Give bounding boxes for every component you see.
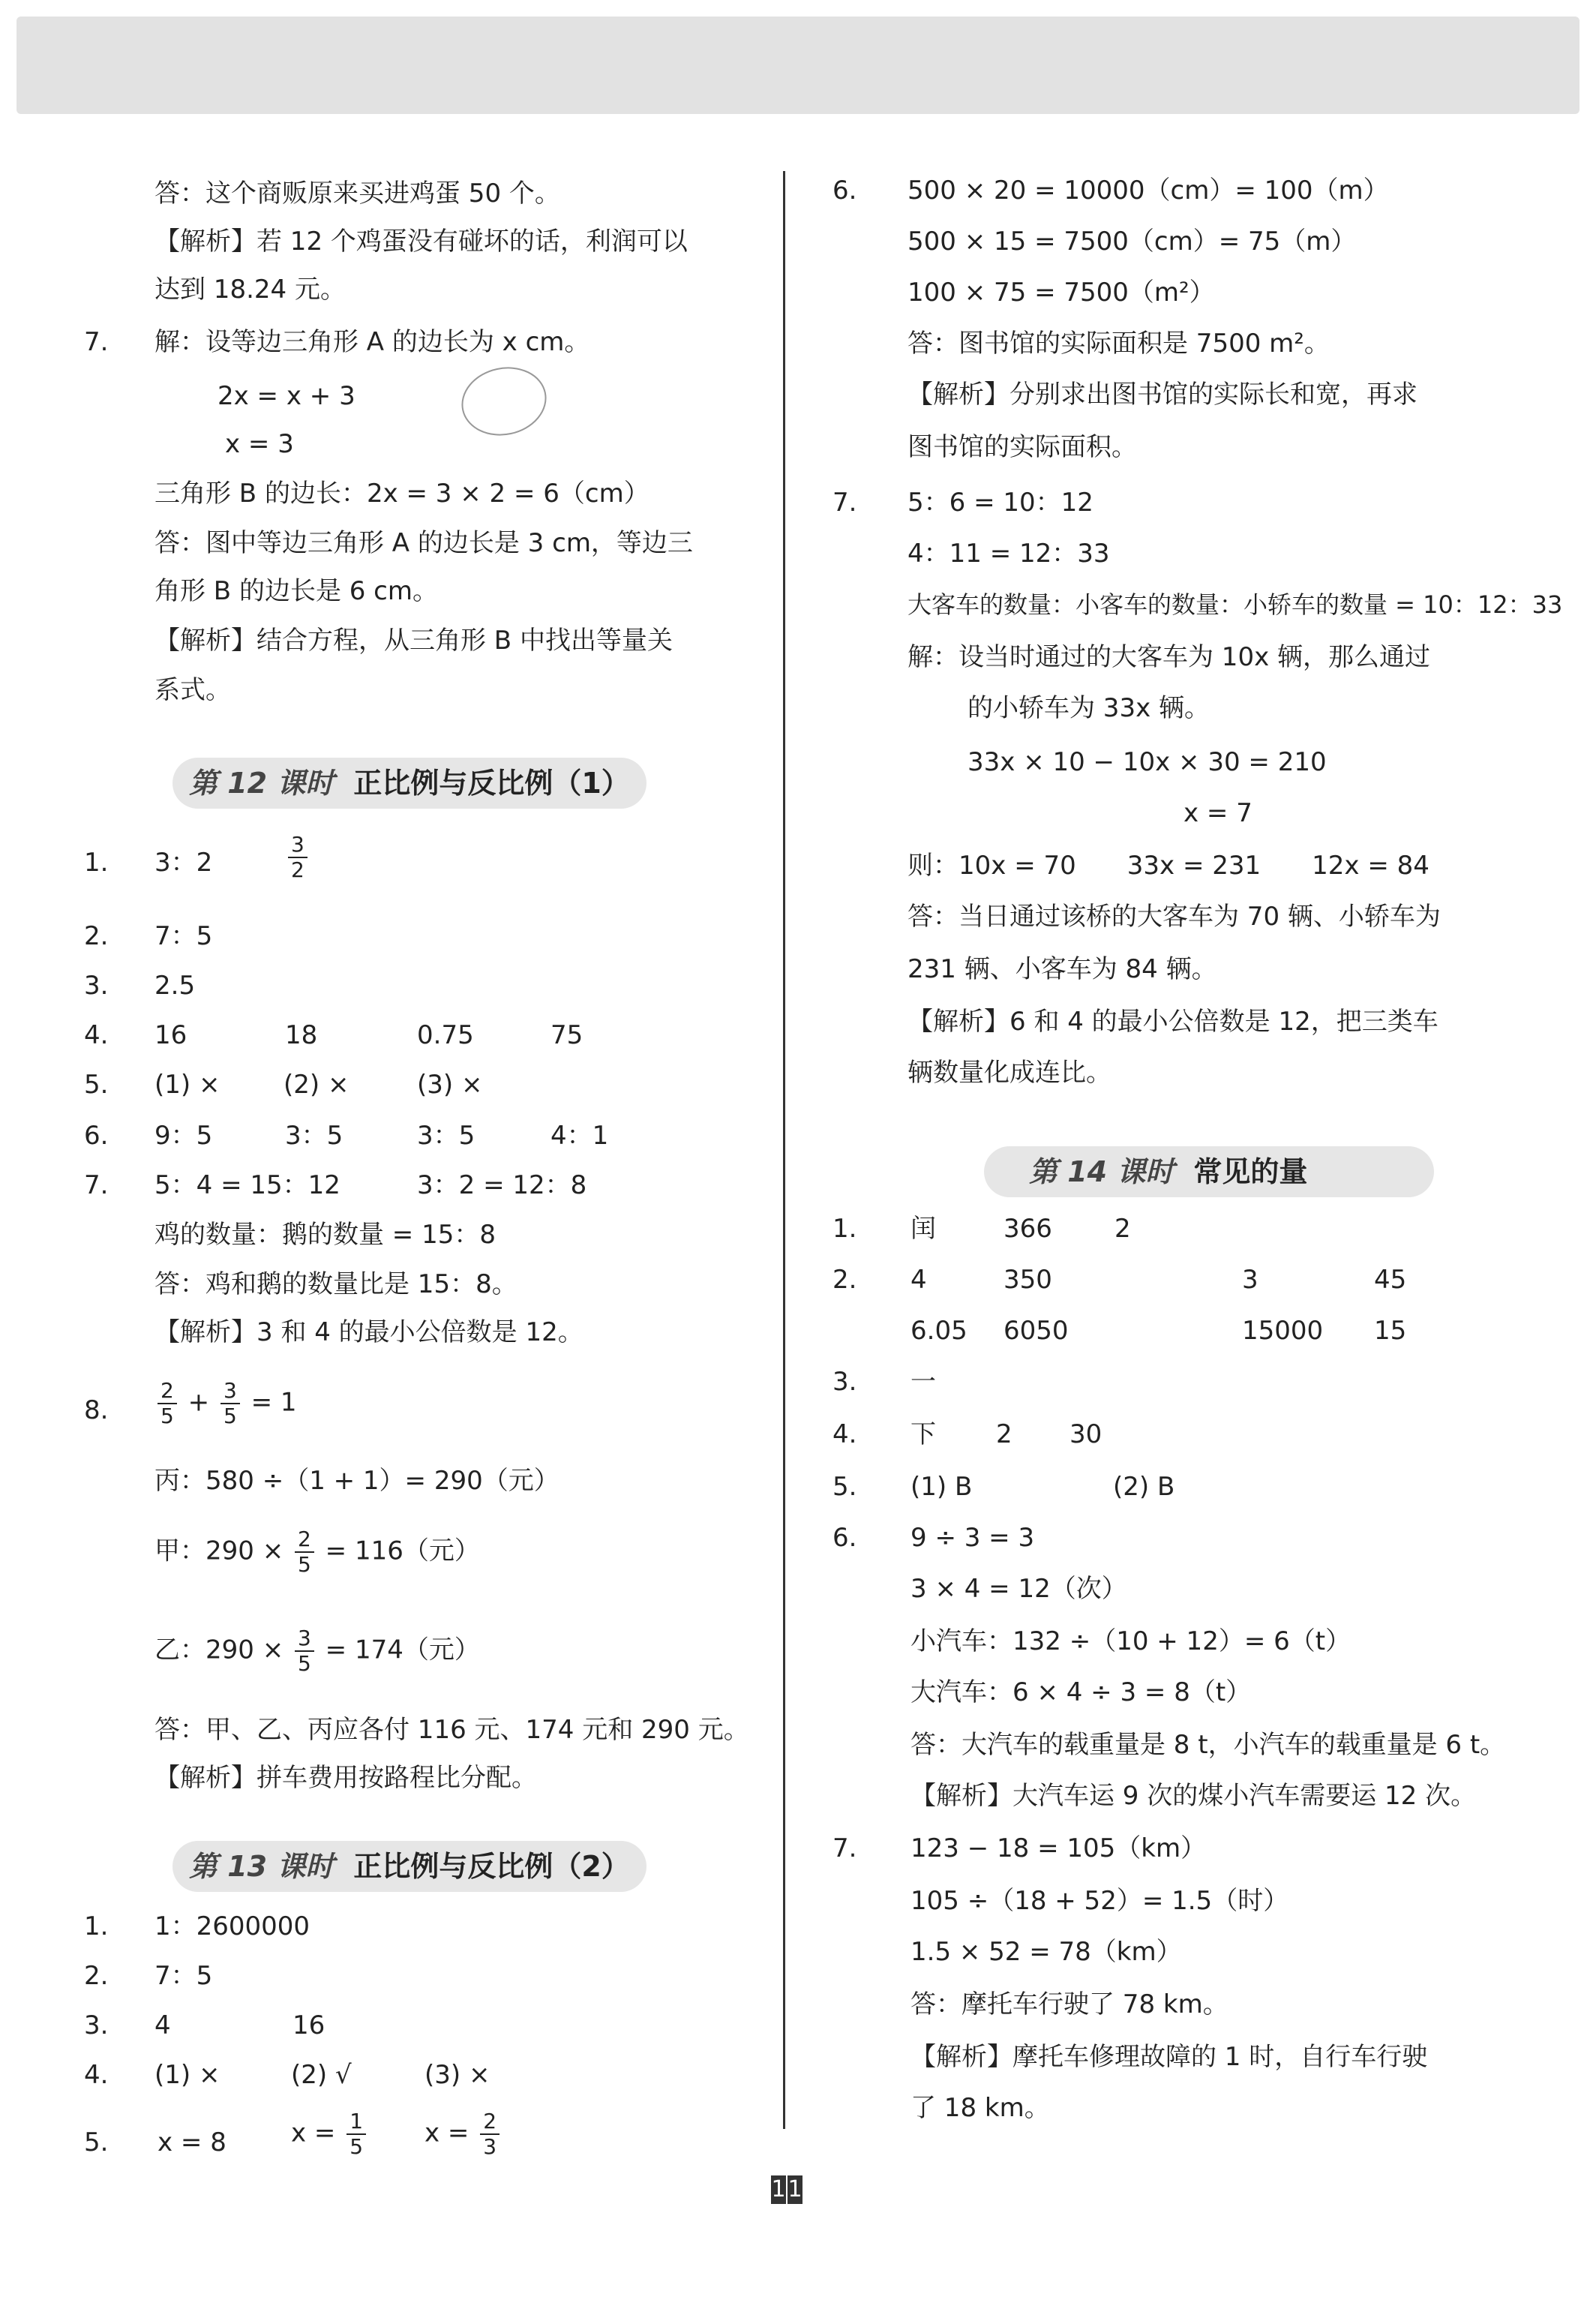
- solution-line: 5：6 = 10：12: [908, 488, 1094, 518]
- question-number: 2.: [84, 921, 109, 951]
- answer-line: 答：当日通过该桥的大客车为 70 辆、小轿车为: [908, 902, 1441, 932]
- question-number: 3.: [832, 1367, 857, 1397]
- analysis-line: 图书馆的实际面积。: [908, 432, 1137, 462]
- solution-line: 解：设等边三角形 A 的边长为 x cm。: [154, 327, 590, 357]
- analysis-line: 【解析】大汽车运 9 次的煤小汽车需要运 12 次。: [910, 1781, 1477, 1811]
- question-number: 7.: [84, 1170, 109, 1200]
- solution-line: 500 × 20 = 10000（cm）= 100（m）: [908, 176, 1389, 206]
- answer: 16: [292, 2010, 326, 2040]
- fraction-equation: [154, 1527, 480, 1577]
- fraction-answer: [424, 2109, 502, 2159]
- answer: 下: [910, 1419, 936, 1449]
- fraction-numerator: 2: [480, 2109, 500, 2135]
- answer: 7：5: [154, 1961, 213, 1991]
- answer: 1：2600000: [154, 1911, 310, 1941]
- fraction-equation: [154, 1379, 297, 1428]
- solution-line: 4：11 = 12：33: [908, 539, 1110, 569]
- answer: x = 8: [158, 2127, 226, 2157]
- answer: 75: [550, 1020, 584, 1050]
- answer: 闰: [910, 1214, 936, 1244]
- answer: 4: [154, 2010, 171, 2040]
- answer: 30: [1070, 1419, 1102, 1449]
- analysis-line: 【解析】3 和 4 的最小公倍数是 12。: [154, 1317, 584, 1347]
- section-title: 正比例与反比例（1）: [353, 767, 630, 800]
- equation-line: x = 3: [225, 429, 294, 459]
- answer: 7：5: [154, 921, 213, 951]
- section-header-12: [172, 758, 646, 809]
- fraction-denominator: 5: [298, 1651, 311, 1676]
- answer: 6050: [1004, 1316, 1069, 1346]
- answer: 4: [910, 1265, 927, 1295]
- solution-line: 1.5 × 52 = 78（km）: [910, 1937, 1182, 1967]
- solution-line: 大汽车：6 × 4 ÷ 3 = 8（t）: [910, 1677, 1252, 1707]
- fraction-denominator: 5: [160, 1404, 174, 1428]
- fraction-answer: [291, 2109, 369, 2159]
- answer: 3：5: [417, 1121, 476, 1151]
- analysis-line: 【解析】结合方程，从三角形 B 中找出等量关: [154, 626, 673, 656]
- answer: 15000: [1242, 1316, 1324, 1346]
- answer: 鸡的数量：鹅的数量 = 15：8: [154, 1220, 496, 1250]
- answer-line: 231 辆、小客车为 84 辆。: [908, 954, 1217, 984]
- answer: (1) ×: [154, 1070, 220, 1100]
- answer: 16: [154, 1020, 188, 1050]
- answer: (2) B: [1113, 1472, 1175, 1502]
- solution-line: 3 × 4 = 12（次）: [910, 1574, 1127, 1604]
- analysis-line: 【解析】分别求出图书馆的实际长和宽，再求: [908, 380, 1418, 410]
- fraction-numerator: 3: [288, 833, 308, 858]
- question-number: 6.: [832, 176, 857, 206]
- answer: 350: [1004, 1265, 1052, 1295]
- question-number: 7.: [832, 488, 857, 518]
- section-title: 常见的量: [1193, 1155, 1308, 1188]
- analysis-line: 系式。: [154, 675, 231, 705]
- section-lesson: 第 12 课时: [189, 767, 334, 800]
- answer-line: 答：摩托车行驶了 78 km。: [910, 1989, 1228, 2019]
- fraction-answer: [285, 833, 310, 882]
- answer: 2.5: [154, 971, 196, 1001]
- equation-part: x =: [424, 2118, 470, 2148]
- analysis-line: 【解析】若 12 个鸡蛋没有碰坏的话，利润可以: [154, 227, 688, 257]
- plus-sign: +: [188, 1387, 210, 1418]
- question-number: 1.: [832, 1214, 857, 1244]
- solution-line: 丙：580 ÷（1 + 1）= 290（元）: [154, 1466, 560, 1496]
- answer: 4：1: [550, 1121, 609, 1151]
- answer: 一: [910, 1367, 936, 1397]
- fraction-numerator: 3: [295, 1626, 314, 1652]
- analysis-line: 【解析】摩托车修理故障的 1 时，自行车行驶: [910, 2042, 1428, 2072]
- question-number: 6.: [832, 1523, 857, 1553]
- question-number: 4.: [84, 1020, 109, 1050]
- question-number: 7.: [84, 327, 109, 357]
- answer: 3：2 = 12：8: [417, 1170, 587, 1200]
- answer: (2) √: [291, 2060, 352, 2090]
- analysis-line: 达到 18.24 元。: [154, 275, 346, 305]
- question-number: 3.: [84, 2010, 109, 2040]
- fraction-denominator: 5: [223, 1404, 237, 1428]
- answer: 366: [1004, 1214, 1052, 1244]
- solution-line: 小汽车：132 ÷（10 + 12）= 6（t）: [910, 1626, 1352, 1656]
- answer: 3: [1242, 1265, 1258, 1295]
- question-number: 5.: [832, 1472, 857, 1502]
- page-digit: 1: [788, 2176, 802, 2202]
- page-digit: 1: [771, 2176, 786, 2202]
- answer-line: 答：图中等边三角形 A 的边长是 3 cm，等边三: [154, 528, 693, 558]
- column-divider: [783, 171, 785, 2129]
- section-title: 正比例与反比例（2）: [353, 1850, 630, 1883]
- section-lesson: 第 14 课时: [1029, 1155, 1174, 1188]
- header-wave: [16, 75, 1580, 120]
- solution-line: 123 − 18 = 105（km）: [910, 1833, 1207, 1863]
- answer-line: 答：甲、乙、丙应各付 116 元、174 元和 290 元。: [154, 1715, 749, 1745]
- answer: (3) ×: [424, 2060, 490, 2090]
- equation-part: = 174（元）: [325, 1635, 480, 1665]
- equation-line: 2x = x + 3: [218, 381, 356, 411]
- answer: (1) B: [910, 1472, 973, 1502]
- answer: 5：4 = 15：12: [154, 1170, 340, 1200]
- analysis-line: 辆数量化成连比。: [908, 1058, 1112, 1088]
- equation-part: x =: [291, 2118, 336, 2148]
- page-number: [771, 2175, 804, 2204]
- fraction-numerator: 3: [220, 1379, 240, 1404]
- question-number: 1.: [84, 848, 109, 878]
- solution-line: 500 × 15 = 7500（cm）= 75（m）: [908, 227, 1357, 257]
- answer-line: 答：这个商贩原来买进鸡蛋 50 个。: [154, 179, 560, 209]
- solution-line: 解：设当时通过的大客车为 10x 辆，那么通过: [908, 642, 1430, 672]
- stamp-watermark: [458, 360, 555, 443]
- answer: (3) ×: [417, 1070, 483, 1100]
- question-number: 5.: [84, 1070, 109, 1100]
- answer: 0.75: [417, 1020, 474, 1050]
- answer-line: 答：鸡和鹅的数量比是 15：8。: [154, 1269, 518, 1299]
- answer: 15: [1374, 1316, 1407, 1346]
- question-number: 2.: [84, 1961, 109, 1991]
- equation-part: 乙：290 ×: [154, 1635, 284, 1665]
- solution-line: 三角形 B 的边长：2x = 3 × 2 = 6（cm）: [154, 479, 650, 509]
- answer-line: 答：大汽车的载重量是 8 t，小汽车的载重量是 6 t。: [910, 1730, 1506, 1760]
- section-header-14: [984, 1146, 1434, 1197]
- analysis-line: 【解析】6 和 4 的最小公倍数是 12，把三类车: [908, 1007, 1438, 1037]
- answer: (1) ×: [154, 2060, 220, 2090]
- question-number: 5.: [84, 2127, 109, 2157]
- answer: 2: [996, 1419, 1012, 1449]
- fraction-equation: [154, 1626, 480, 1676]
- answer: 3：5: [285, 1121, 344, 1151]
- question-number: 2.: [832, 1265, 857, 1295]
- question-number: 7.: [832, 1833, 857, 1863]
- question-number: 3.: [84, 971, 109, 1001]
- analysis-line: 【解析】拼车费用按路程比分配。: [154, 1763, 537, 1793]
- fraction-denominator: 2: [291, 857, 304, 882]
- answer: 18: [285, 1020, 318, 1050]
- solution-line: 大客车的数量：小客车的数量：小轿车的数量 = 10：12：33: [908, 590, 1563, 619]
- solution-line: 100 × 75 = 7500（m²）: [908, 278, 1215, 308]
- question-number: 1.: [84, 1911, 109, 1941]
- fraction-denominator: 5: [350, 2134, 364, 2159]
- question-number: 4.: [84, 2060, 109, 2090]
- solution-line: 105 ÷（18 + 52）= 1.5（时）: [910, 1886, 1289, 1916]
- equation-line: 33x × 10 − 10x × 30 = 210: [968, 747, 1327, 777]
- answer: (2) ×: [284, 1070, 350, 1100]
- answer: 6.05: [910, 1316, 968, 1346]
- equation-part: = 116（元）: [325, 1536, 480, 1566]
- solution-line: 9 ÷ 3 = 3: [910, 1523, 1035, 1553]
- answer: 9：5: [154, 1121, 213, 1151]
- solution-line: 的小轿车为 33x 辆。: [968, 693, 1210, 723]
- fraction-denominator: 3: [483, 2134, 497, 2159]
- answer-line: 角形 B 的边长是 6 cm。: [154, 576, 439, 606]
- fraction-denominator: 5: [298, 1552, 311, 1577]
- answer: 3：2: [154, 848, 213, 878]
- question-number: 8.: [84, 1395, 109, 1425]
- equation-line: x = 7: [1184, 798, 1252, 828]
- fraction-numerator: 2: [295, 1527, 314, 1553]
- section-header-13: [172, 1841, 646, 1892]
- equation-result: = 1: [250, 1387, 297, 1418]
- answer-line: 答：图书馆的实际面积是 7500 m²。: [908, 329, 1330, 359]
- analysis-line: 了 18 km。: [910, 2093, 1050, 2123]
- question-number: 6.: [84, 1121, 109, 1151]
- answer: 45: [1374, 1265, 1407, 1295]
- answer: 2: [1114, 1214, 1131, 1244]
- equation-part: 甲：290 ×: [154, 1536, 284, 1566]
- solution-line: 则：10x = 70 33x = 231 12x = 84: [908, 851, 1430, 881]
- fraction-numerator: 2: [158, 1379, 177, 1404]
- fraction-numerator: 1: [346, 2109, 366, 2135]
- question-number: 4.: [832, 1419, 857, 1449]
- section-lesson: 第 13 课时: [189, 1850, 334, 1883]
